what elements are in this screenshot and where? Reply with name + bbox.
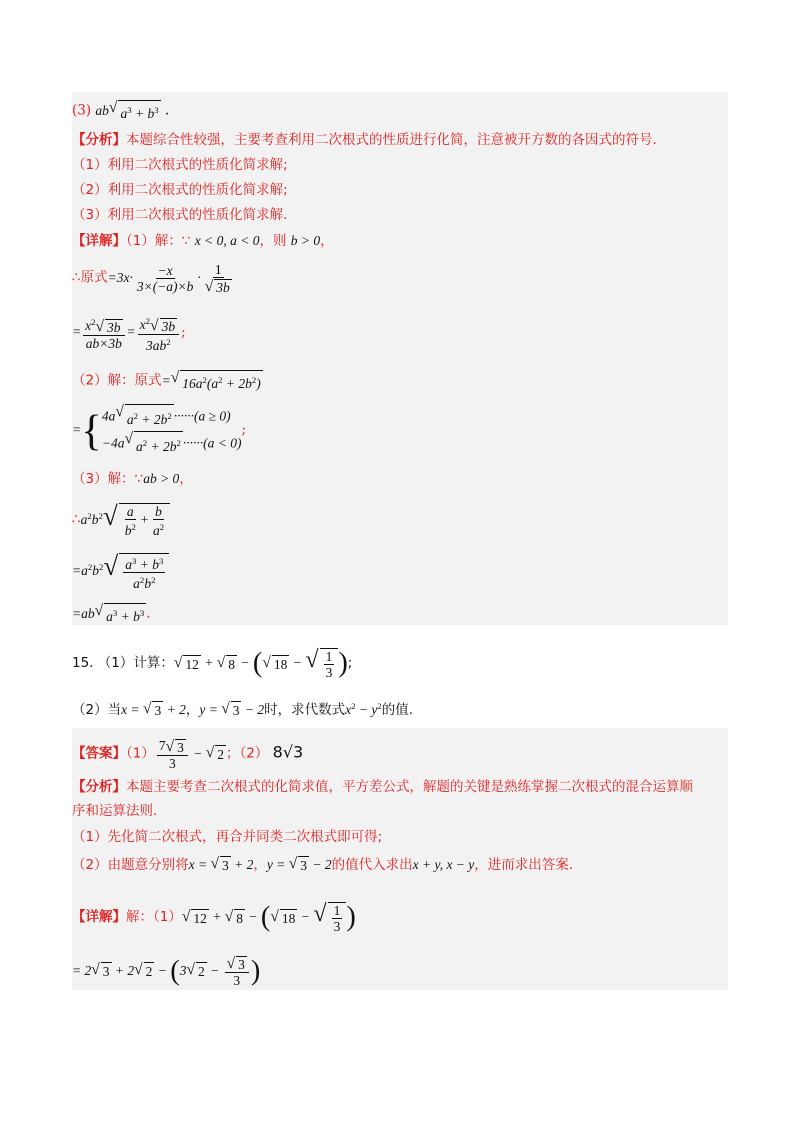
question-15-part2: （2）当x = √ 3 + 2，y = √ 3 − 2时，求代数式$x^2 - y^2$的值.: [72, 700, 414, 719]
hint-3: （3）利用二次根式的性质化简求解.: [72, 207, 288, 223]
detail-3-result: =ab √ $a^3 + b^3$ .: [72, 602, 151, 624]
q15-hint-1: （1）先化简二次根式，再合并同类二次根式即可得;: [72, 829, 383, 845]
answer-line: 【答案】（1） 7 √ 3 3 − √ 2 ；（2） 8√3: [72, 737, 304, 771]
item-3-answer: (3) ab √ $a^3 + b^3$ .: [72, 99, 170, 121]
q15-analysis-2: 序和运算法则.: [72, 803, 158, 819]
q15-detail-1: 【详解】解：（1） √ 12 + √ 8 − ( √ 18 − √ $\frac{1}{3}$ ): [72, 900, 356, 934]
detail-2-cases: ={ 4a √ $a^2 + 2b^2$ ······(a ≥ 0) −4a √ $a^2 + 2b^2$ ······(a < 0) ;: [72, 404, 246, 458]
detail-1-step1: ∴原式=3x· $\frac{-x}{3\times(-a)\times b}$ · 1 √ 3b: [72, 262, 230, 295]
detail-3-step2: $=a^2b^2$ √ $\frac{a^3 + b^3}{a^2b^2}$: [72, 553, 169, 591]
q15-analysis-1: 【分析】本题主要考查二次根式的化简求值，平方差公式，解题的关键是熟练掌握二次根式的混合运算顺: [72, 779, 693, 795]
q15-hint-2: （2）由题意分别将x = √ 3 + 2，y = √ 3 − 2的值代入求出x + y, x − y，进而求出答案.: [72, 855, 574, 874]
hint-2: （2）利用二次根式的性质化简求解;: [72, 182, 288, 198]
analysis-line: 【分析】本题综合性较强，主要考查利用二次根式的性质进行化简，注意被开方数的各因式的符号.: [72, 132, 657, 148]
detail-1-step2: = $x^2$ √ 3b ab×3b = $x^2$ √ 3b $3ab^2$ ;: [72, 316, 186, 353]
q15-detail-2: = 2 √ 3 + 2 √ 2 − (3 √ 2 − √ 3 3 ): [72, 954, 261, 988]
detail-1-line: 【详解】（1）解：∵ x < 0, a < 0，则 b > 0，: [72, 233, 334, 249]
detail-3-line: （3）解：∵ab > 0，: [72, 471, 193, 487]
hint-1: （1）利用二次根式的性质化简求解;: [72, 157, 288, 173]
question-15-part1: 15. （1）计算： √ 12 + √ 8 − ( √ 18 − √ $\frac{1}{3}$ );: [72, 646, 353, 680]
detail-2-line: （2）解：原式= √ $16a^2(a^2 + 2b^2)$: [72, 369, 261, 391]
detail-3-step1: $\therefore a^2b^2$ √ $\frac{a}{b^2}$ + $\frac{b}{a^2}$: [72, 503, 170, 538]
